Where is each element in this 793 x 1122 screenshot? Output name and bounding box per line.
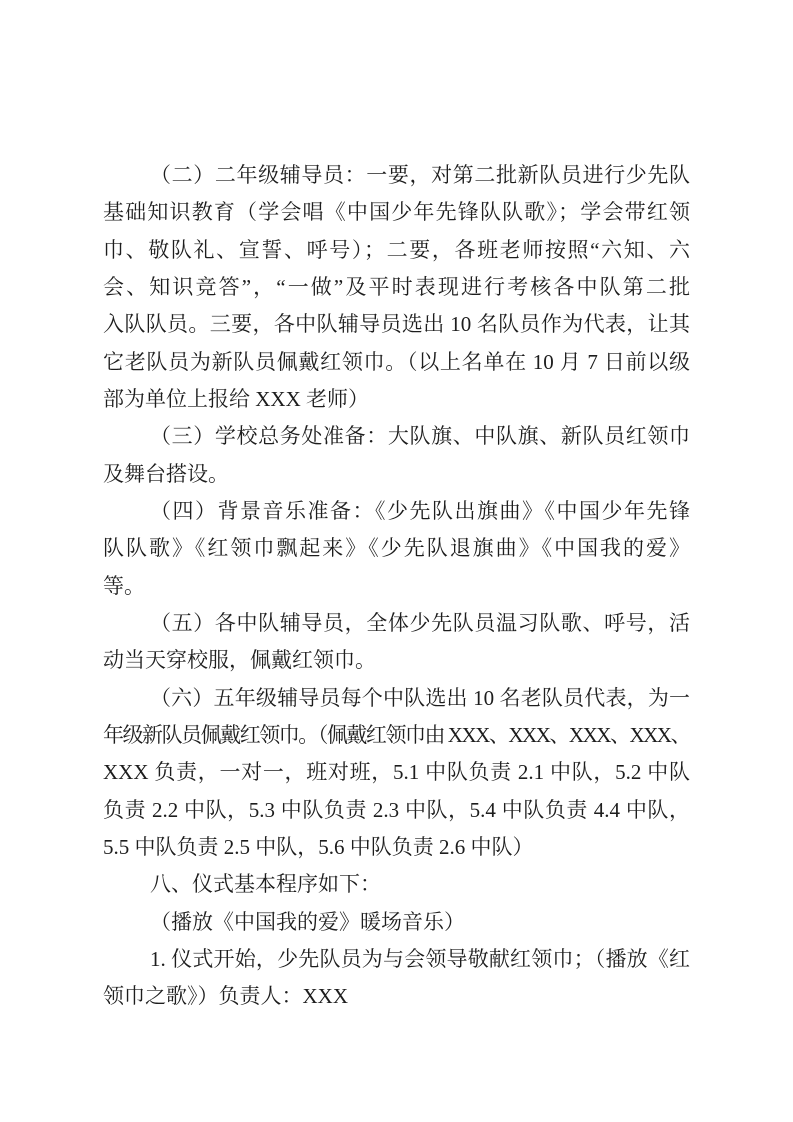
text-line: 年级新队员佩戴红领巾。（佩戴红领巾由 XXX、XXX、XXX、XXX、 xyxy=(103,722,690,747)
text-line: 八、仪式基本程序如下： xyxy=(150,872,381,897)
text-line: 巾、敬队礼、宣誓、呼号）；二要，各班老师按照“六知、六 xyxy=(103,237,690,262)
text-line: 等。 xyxy=(103,573,145,598)
text-line: XXX 负责，一对一，班对班，5.1 中队负责 2.1 中队，5.2 中队 xyxy=(103,760,690,785)
text-line: （播放《中国我的爱》暖场音乐） xyxy=(150,909,465,934)
text-line: 5.5 中队负责 2.5 中队，5.6 中队负责 2.6 中队） xyxy=(103,834,534,859)
text-line: 会、知识竞答”，“一做”及平时表现进行考核各中队第二批 xyxy=(103,274,690,299)
text-line: （三）学校总务处准备：大队旗、中队旗、新队员红领巾 xyxy=(150,424,690,449)
text-line: （四）背景音乐准备：《少先队出旗曲》《中国少年先锋 xyxy=(150,498,690,523)
text-line: 它老队员为新队员佩戴红领巾。（以上名单在 10 月 7 日前以级 xyxy=(103,349,690,374)
text-line: （六）五年级辅导员每个中队选出 10 名老队员代表，为一 xyxy=(150,685,690,710)
document-body xyxy=(103,157,690,1016)
text-line: 领巾之歌》）负责人：XXX xyxy=(103,984,348,1009)
text-line: 部为单位上报给 XXX 老师） xyxy=(103,386,369,411)
text-line: 基础知识教育（学会唱《中国少年先锋队队歌》；学会带红领 xyxy=(103,200,690,225)
text-line: 入队队员。三要，各中队辅导员选出 10 名队员作为代表，让其 xyxy=(103,312,690,337)
text-line: 负责 2.2 中队，5.3 中队负责 2.3 中队，5.4 中队负责 4.4 中队， xyxy=(103,797,690,822)
text-line: 队队歌》《红领巾飘起来》《少先队退旗曲》《中国我的爱》 xyxy=(103,536,690,561)
text-line: 及舞台搭设。 xyxy=(103,461,229,486)
text-line: 动当天穿校服，佩戴红领巾。 xyxy=(103,648,376,673)
text-line: （五）各中队辅导员，全体少先队员温习队歌、呼号，活 xyxy=(150,610,690,635)
text-line: 1. 仪式开始，少先队员为与会领导敬献红领巾；（播放《红 xyxy=(150,946,690,971)
text-line: （二）二年级辅导员：一要，对第二批新队员进行少先队 xyxy=(150,163,690,187)
